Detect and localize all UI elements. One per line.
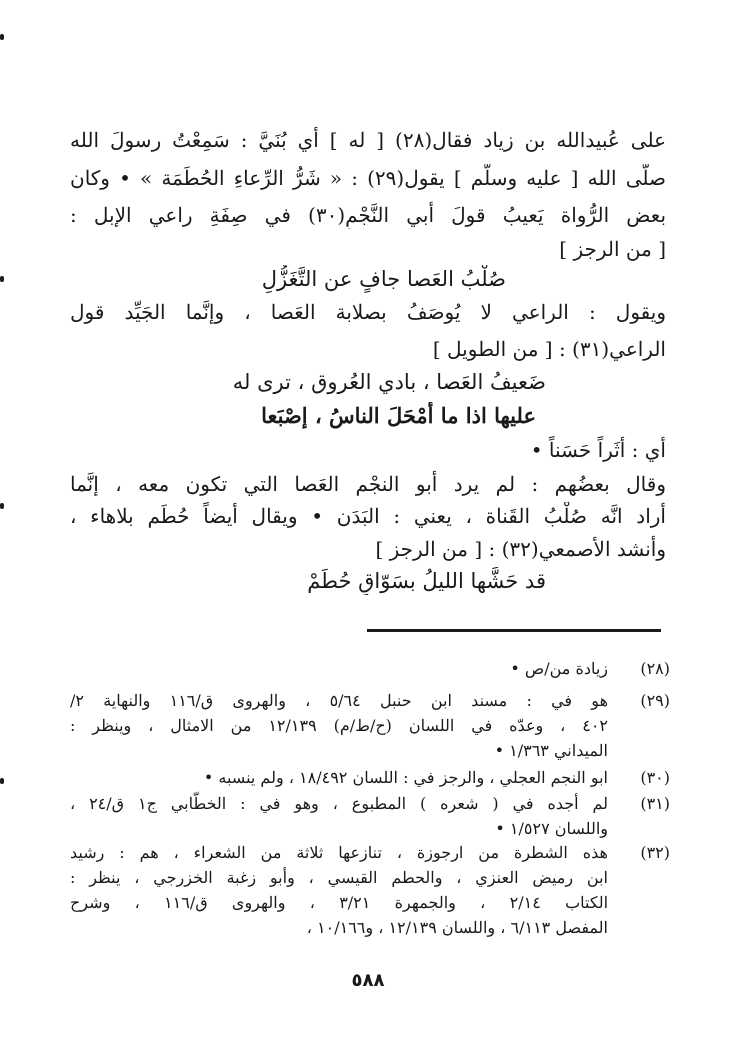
body-line: ويقول : الراعي لا يُوصَفُ بصلابة العَصا ، وإنَّما الجَيِّد قول (70, 300, 666, 324)
footnote (70, 656, 670, 681)
margin-speck (0, 276, 4, 282)
margin-speck (0, 503, 4, 509)
verse-line: قد حَشَّها الليلُ بسَوّاقٍ حُطَمْ (307, 569, 546, 593)
footnote-text: المفصل ٦/١١٣ ، واللسان ١٢/١٣٩ ، و١٠/١٦٦ ، (306, 918, 608, 937)
footnote-text: واللسان ١/٥٢٧ • (495, 819, 608, 838)
footnote-number: (٣١) (640, 794, 670, 813)
verse-line: عليها اذا ما أَمْحَلَ الناسُ ، إصْبَعا (261, 403, 536, 428)
footnote-text: ٤٠٢ ، وعدّه في اللسان (ح/ط/م) ١٢/١٣٩ من الامثال ، وينظر : (70, 716, 608, 735)
footnote-text: زيادة من/ص • (510, 659, 608, 678)
body-line: وقال بعضُهم : لم يرد أبو النجْم العَصا التي تكون معه ، إنَّما (70, 472, 666, 496)
footnote-text: ابو النجم العجلي ، والرجز في : اللسان ١٨/٤٩٢ ، ولم ينسبه • (203, 768, 608, 787)
footnote-number: (٣٠) (640, 768, 670, 787)
footnote-text: لم أجده في ( شعره ) المطبوع ، وهو في : الخطّابي ج١ ق/٢٤ ، (70, 794, 609, 813)
margin-speck (0, 778, 4, 784)
body-line: وأنشد الأصمعي(٣٢) : [ من الرجز ] (375, 537, 666, 561)
body-line: على عُبيدالله بن زياد فقال(٢٨) [ له ] أي بُنَيَّ : سَمِعْتُ رسولَ الله (70, 128, 666, 152)
footnote-number: (٢٨) (640, 659, 670, 678)
body-line: أراد انَّه صُلْبُ القَناة ، يعني : البَدَن • ويقال أيضاً حُطَم بلاهاء ، (70, 504, 666, 528)
footnote-text: الكتاب ٢/١٤ ، والجمهرة ٣/٢١ ، والهروى ق/١١٦ ، وشرح (70, 893, 609, 912)
page-number: ٥٨٨ (351, 970, 385, 991)
margin-speck (0, 34, 4, 40)
body-line: صلّى الله [ عليه وسلّم ] يقول(٢٩) : « شَرُّ الرِّعاءِ الحُطَمَة » • وكان (70, 166, 666, 190)
footnote (70, 765, 670, 790)
body-line: [ من الرجز ] (559, 237, 666, 261)
footnote (70, 688, 670, 763)
footnote-text: هذه الشطرة من ارجوزة ، تنازعها ثلاثة من الشعراء ، هم : رشيد (70, 843, 608, 862)
footnote-number: (٣٢) (640, 843, 670, 862)
body-line: بعض الرُّواة يَعيبُ قولَ أبي النَّجْمِ(٣٠) في صِفَةِ راعي الإبل : (70, 203, 666, 227)
footnote-text: الميداني ١/٣٦٣ • (494, 741, 608, 760)
footnote-text: هو في : مسند ابن حنبل ٥/٦٤ ، والهروى ق/١١٦ والنهاية ٢/ (70, 691, 609, 710)
footnote-number: (٢٩) (640, 691, 670, 710)
footnote-separator (367, 629, 661, 632)
footnote (70, 840, 670, 940)
verse-line: صُلْبُ العَصا جافٍ عن التَّغَزُّلِ (261, 267, 506, 291)
body-line: الراعي(٣١) : [ من الطويل ] (432, 337, 666, 361)
footnote-text: ابن رميض العنزي ، والحطم القيسي ، وأبو زغبة الخزرجي ، ينظر : (70, 868, 608, 887)
footnote (70, 791, 670, 841)
body-line: أي : أَثَراً حَسَناً • (530, 438, 666, 462)
verse-line: ضَعيفُ العَصا ، بادي العُروق ، ترى له (232, 370, 546, 394)
